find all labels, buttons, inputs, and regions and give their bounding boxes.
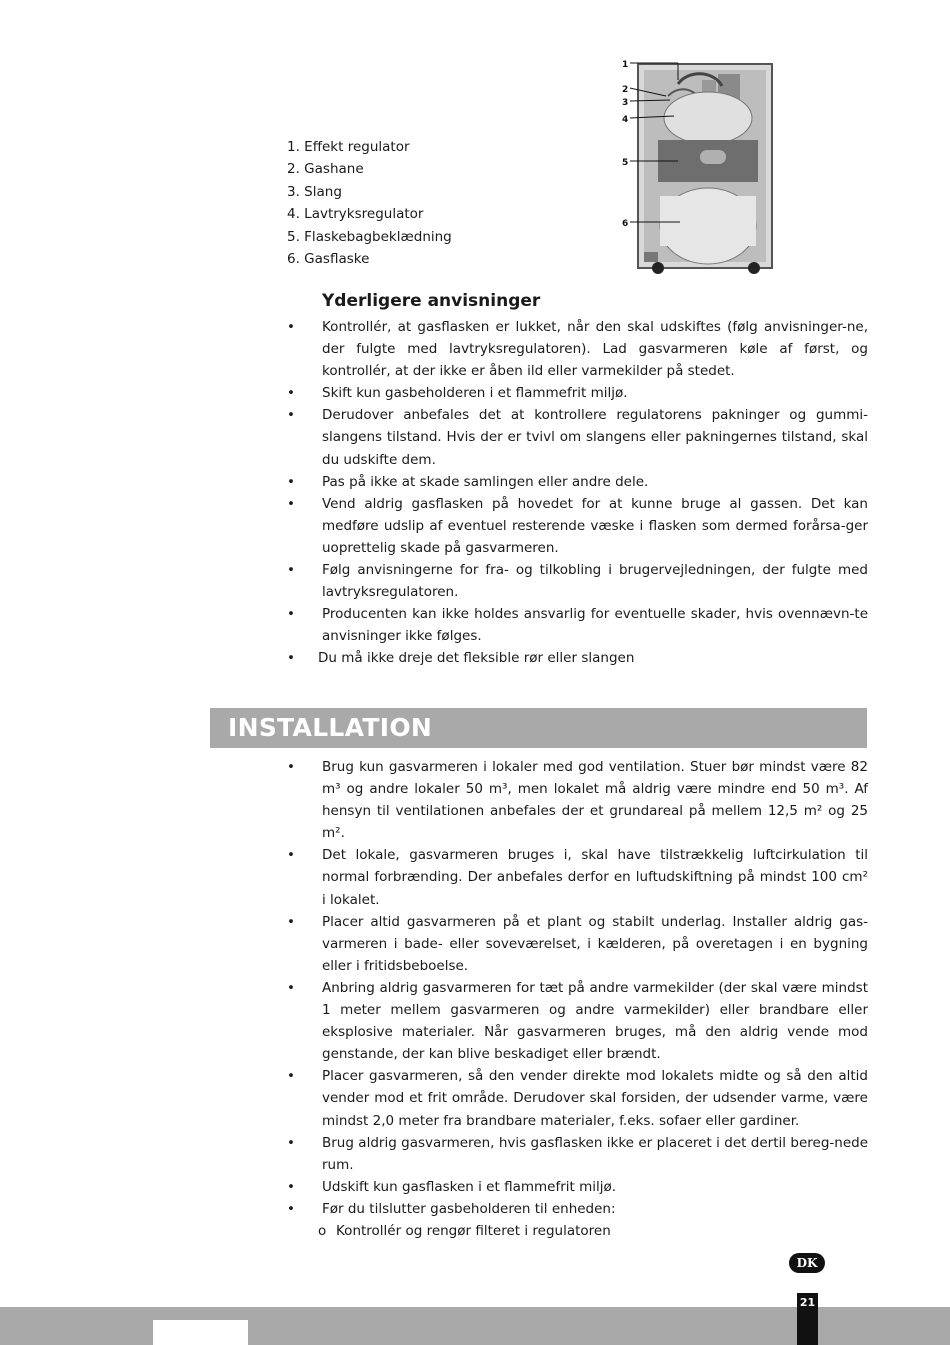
notes-title: Yderligere anvisninger	[322, 291, 541, 311]
sub-list-item	[318, 1220, 611, 1242]
notes-list	[287, 316, 868, 670]
parts-list-item: 5. Flaskebagbeklædning	[287, 228, 452, 245]
page-number: 21	[797, 1293, 818, 1345]
heater-diagram	[618, 56, 778, 280]
sub-list-text: Kontrollér og rengør filteret i regulatoren	[336, 1223, 611, 1239]
callout-2: 2	[622, 85, 629, 95]
parts-list-item: 4. Lavtryksregulator	[287, 206, 424, 223]
list-item: • Anbring aldrig gasvarmeren for tæt på andre varmekilder (der skal være mindst 1 meter mellem gasvarmeren og andre varmekilder) eller brandbare eller eksplosive materialer. Når gasvarmeren bruges, må den aldrig vende mod genstande, der kan blive beskadiget eller brændt.	[287, 977, 868, 1065]
installation-banner	[210, 708, 867, 748]
parts-list-item: 2. Gashane	[287, 161, 364, 178]
language-badge: DK	[789, 1253, 825, 1273]
parts-list-item: 1. Effekt regulator	[287, 139, 410, 155]
list-item: • Det lokale, gasvarmeren bruges i, skal have tilstrækkelig luftcirkulation til normal forbrænding. Der anbefales derfor en luftudskiftning på mindst 100 cm² i lokalet.	[287, 844, 868, 910]
list-item: • Pas på ikke at skade samlingen eller andre dele.	[287, 471, 868, 493]
callout-3: 3	[622, 98, 629, 108]
callout-6: 6	[622, 219, 629, 229]
parts-list-item: 6. Gasflaske	[287, 251, 370, 268]
parts-list-item: 3. Slang	[287, 183, 342, 200]
list-item: • Derudover anbefales det at kontrollere regulatorens pakninger og gummi-slangens tilstand. Hvis der er tvivl om slangens eller pakningernes tilstand, skal du udskifte dem.	[287, 404, 868, 470]
callout-5: 5	[622, 158, 629, 168]
list-item: • Skift kun gasbeholderen i et flammefrit miljø.	[287, 382, 868, 404]
list-item: • Brug kun gasvarmeren i lokaler med god ventilation. Stuer bør mindst være 82 m³ og andre lokaler 50 m³, men lokalet må aldrig være mindre end 50 m³. Af hensyn til ventilationen anbefales der et grundareal på mellem 12,5 m² og 25 m².	[287, 756, 868, 844]
list-item: • Placer altid gasvarmeren på et plant og stabilt underlag. Installer aldrig gas-varmeren i bade- eller soveværelset, i kælderen, på overetagen i en bygning eller i fritidsbeboelse.	[287, 911, 868, 977]
footer-white-block	[153, 1320, 248, 1345]
list-item: • Følg anvisningerne for fra- og tilkobling i brugervejledningen, der fulgte med lavtryksregulatoren.	[287, 559, 868, 603]
callout-1: 1	[622, 60, 629, 70]
list-item: • Kontrollér, at gasflasken er lukket, når den skal udskiftes (følg anvisninger-ne, der fulgte med lavtryksregulatoren). Lad gasvarmeren køle af først, og kontrollér, at der ikke er åben ild eller varmekilder på stedet.	[287, 316, 868, 382]
list-item: • Placer gasvarmeren, så den vender direkte mod lokalets midte og så den altid vender mod et frit område. Derudover skal forsiden, der udsender varme, være mindst 2,0 meter fra brandbare materialer, f.eks. sofaer eller gardiner.	[287, 1065, 868, 1131]
list-item: • Producenten kan ikke holdes ansvarlig for eventuelle skader, hvis ovennævn-te anvisninger ikke følges.	[287, 603, 868, 647]
list-item: • Udskift kun gasflasken i et flammefrit miljø.	[287, 1176, 868, 1198]
list-item: • Vend aldrig gasflasken på hovedet for at kunne bruge al gassen. Det kan medføre udslip af eventuel resterende væske i flasken som dermed forårsa-ger uoprettelig skade på gasvarmeren.	[287, 493, 868, 559]
parts-list	[287, 136, 452, 270]
sub-list-marker: o	[318, 1223, 327, 1239]
installation-list	[287, 756, 868, 1220]
list-item: • Før du tilslutter gasbeholderen til enheden:	[287, 1198, 868, 1220]
callout-4: 4	[622, 115, 629, 125]
installation-title: INSTALLATION	[228, 713, 433, 742]
list-item: • Brug aldrig gasvarmeren, hvis gasflasken ikke er placeret i det dertil bereg-nede rum.	[287, 1132, 868, 1176]
list-item: • Du må ikke dreje det fleksible rør eller slangen	[287, 647, 868, 669]
